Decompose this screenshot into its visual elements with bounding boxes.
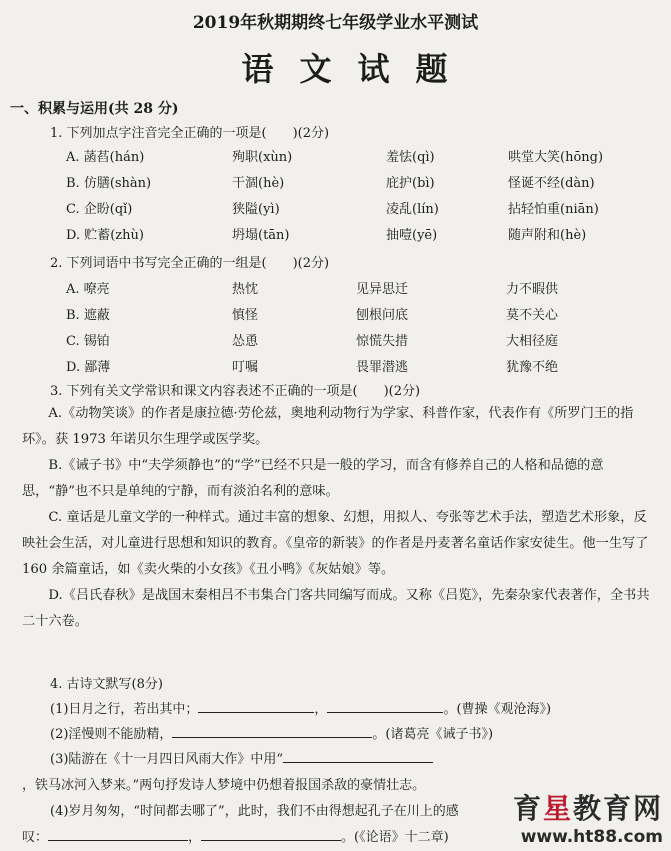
q2-d-4: 犹豫不绝: [506, 360, 559, 375]
q1-c-1: C. 企盼(qǐ): [66, 202, 133, 217]
q4-blank-2[interactable]: [327, 698, 443, 713]
q1-d-3: 抽噎(yē): [386, 228, 438, 243]
q2-d-2: 叮嘱: [232, 360, 259, 375]
q2-c-4: 大相径庭: [506, 334, 559, 349]
q4-line-3-end: ，铁马冰河入梦来。”两句抒发诗人梦境中仍想着报国杀敌的豪情壮志。: [22, 778, 426, 793]
q1-d-4: 随声附和(hè): [508, 228, 587, 243]
q2-stem: 2. 下列词语中书写完全正确的一组是( )(2分): [50, 256, 330, 271]
q1-b-3: 庇护(bì): [386, 176, 435, 191]
q3-option-c: C. 童话是儿童文学的一种样式。通过丰富的想象、幻想，用拟人、夸张等艺术手法，塑造艺术形象，反映社会生活，对儿童进行思想和知识的教育。《皇帝的新装》的作者是丹麦著名童话作家安徒生。他一生写了 160 余篇童话，如《卖火柴的小女孩》《丑小鸭》《灰姑娘》等。: [22, 510, 649, 577]
q1-b-4: 怪诞不经(dàn): [508, 176, 595, 191]
q4-line-2-text: (2)淫慢则不能励精，: [50, 727, 173, 742]
q4-line-3-wrap: [22, 742, 650, 768]
q2-a-3: 见异思迁: [356, 282, 409, 297]
q1-a-3: 羞怯(qì): [386, 150, 435, 165]
q4-blank-3[interactable]: [172, 723, 372, 738]
q3-options: [22, 401, 650, 635]
watermark-brand-a: 育: [512, 792, 543, 825]
q4-line-5-source: 。(《论语》十二章): [341, 830, 449, 845]
q2-b-4: 莫不关心: [506, 308, 559, 323]
q2-b-3: 刨根问底: [356, 308, 409, 323]
q1-a-2: 殉职(xùn): [232, 150, 293, 165]
q4-line-4: (4)岁月匆匆，“时间都去哪了”，此时，我们不由得想起孔子在川上的感: [50, 804, 459, 819]
q4-line-5: 叹： ， 。(《论语》十二章): [22, 826, 449, 845]
q3-option-b: B.《诫子书》中“夫学须静也”的“学”已经不只是一般的学习，而含有修养自己的人格和品德的意思，“静”也不只是单纯的宁静，而有淡泊名利的意味。: [22, 458, 604, 499]
q4-blank-5[interactable]: [48, 826, 188, 841]
q4-line-1: (1)日月之行，若出其中； ， 。(曹操《观沧海》): [50, 698, 551, 717]
q1-d-2: 坍塌(tān): [232, 228, 290, 243]
q1-b-1: B. 仿膳(shàn): [66, 176, 152, 191]
q2-a-4: 力不暇供: [506, 282, 559, 297]
q2-b-2: 慎怪: [232, 308, 259, 323]
q2-d-3: 畏罪潜逃: [356, 360, 409, 375]
q4-line-1-text: (1)日月之行，若出其中；: [50, 702, 199, 717]
q4-blank-1[interactable]: [198, 698, 314, 713]
q4-line-2: [50, 723, 493, 742]
q4-line-1-source: 。(曹操《观沧海》): [443, 702, 552, 717]
q1-a-1: A. 菡萏(hán): [66, 150, 145, 165]
q2-c-1: C. 锡铂: [66, 334, 110, 349]
q1-d-1: D. 贮蓄(zhù): [66, 228, 144, 243]
q4-line-5-text: 叹：: [22, 830, 49, 845]
q3-option-a: A.《动物笑谈》的作者是康拉德·劳伦兹，奥地利动物行为学家、科普作家，代表作有《所罗门王的指环》。获 1973 年诺贝尔生理学或医学奖。: [22, 406, 634, 447]
q2-a-1: A. 嘹亮: [66, 282, 110, 297]
q2-a-2: 热忱: [232, 282, 259, 297]
watermark-brand: [513, 787, 663, 827]
q2-c-2: 怂恿: [232, 334, 259, 349]
q1-c-2: 狭隘(yì): [232, 202, 280, 217]
q4-line-3-text: (3)陆游在《十一月四日风雨大作》中用“: [50, 752, 284, 767]
q4-blank-6[interactable]: [201, 826, 341, 841]
q2-d-1: D. 鄙薄: [66, 360, 111, 375]
subject-title: 语文试题: [241, 50, 474, 88]
q1-c-4: 拈轻怕重(niān): [508, 202, 599, 217]
section-heading: 一、积累与运用(共 28 分): [10, 101, 179, 117]
q1-stem: 1. 下列加点字注音完全正确的一项是( )(2分): [50, 126, 330, 141]
q4-stem: 4. 古诗文默写(8分): [50, 677, 163, 692]
q3-stem: 3. 下列有关文学常识和课文内容表述不正确的一项是( )(2分): [50, 384, 421, 399]
q3-option-d: D.《吕氏春秋》是战国末秦相吕不韦集合门客共同编写而成。又称《吕览》，先秦杂家代表著作，全书共二十六卷。: [22, 588, 650, 629]
q4-line-2-source: 。(诸葛亮《诫子书》): [372, 727, 494, 742]
watermark-url: www.ht88.com: [520, 827, 663, 847]
watermark-brand-c: 教育网: [572, 792, 663, 825]
q1-a-4: 哄堂大笑(hōng): [508, 150, 604, 165]
q1-b-2: 干涸(hè): [232, 176, 285, 191]
watermark-brand-b: 星: [542, 792, 573, 825]
site-watermark: [513, 787, 663, 847]
q2-c-3: 惊慌失措: [356, 334, 409, 349]
q1-c-3: 凌乱(lín): [386, 202, 439, 217]
exam-title: 2019年秋期期终七年级学业水平测试: [192, 13, 479, 33]
q2-b-1: B. 遮蔽: [66, 308, 110, 323]
